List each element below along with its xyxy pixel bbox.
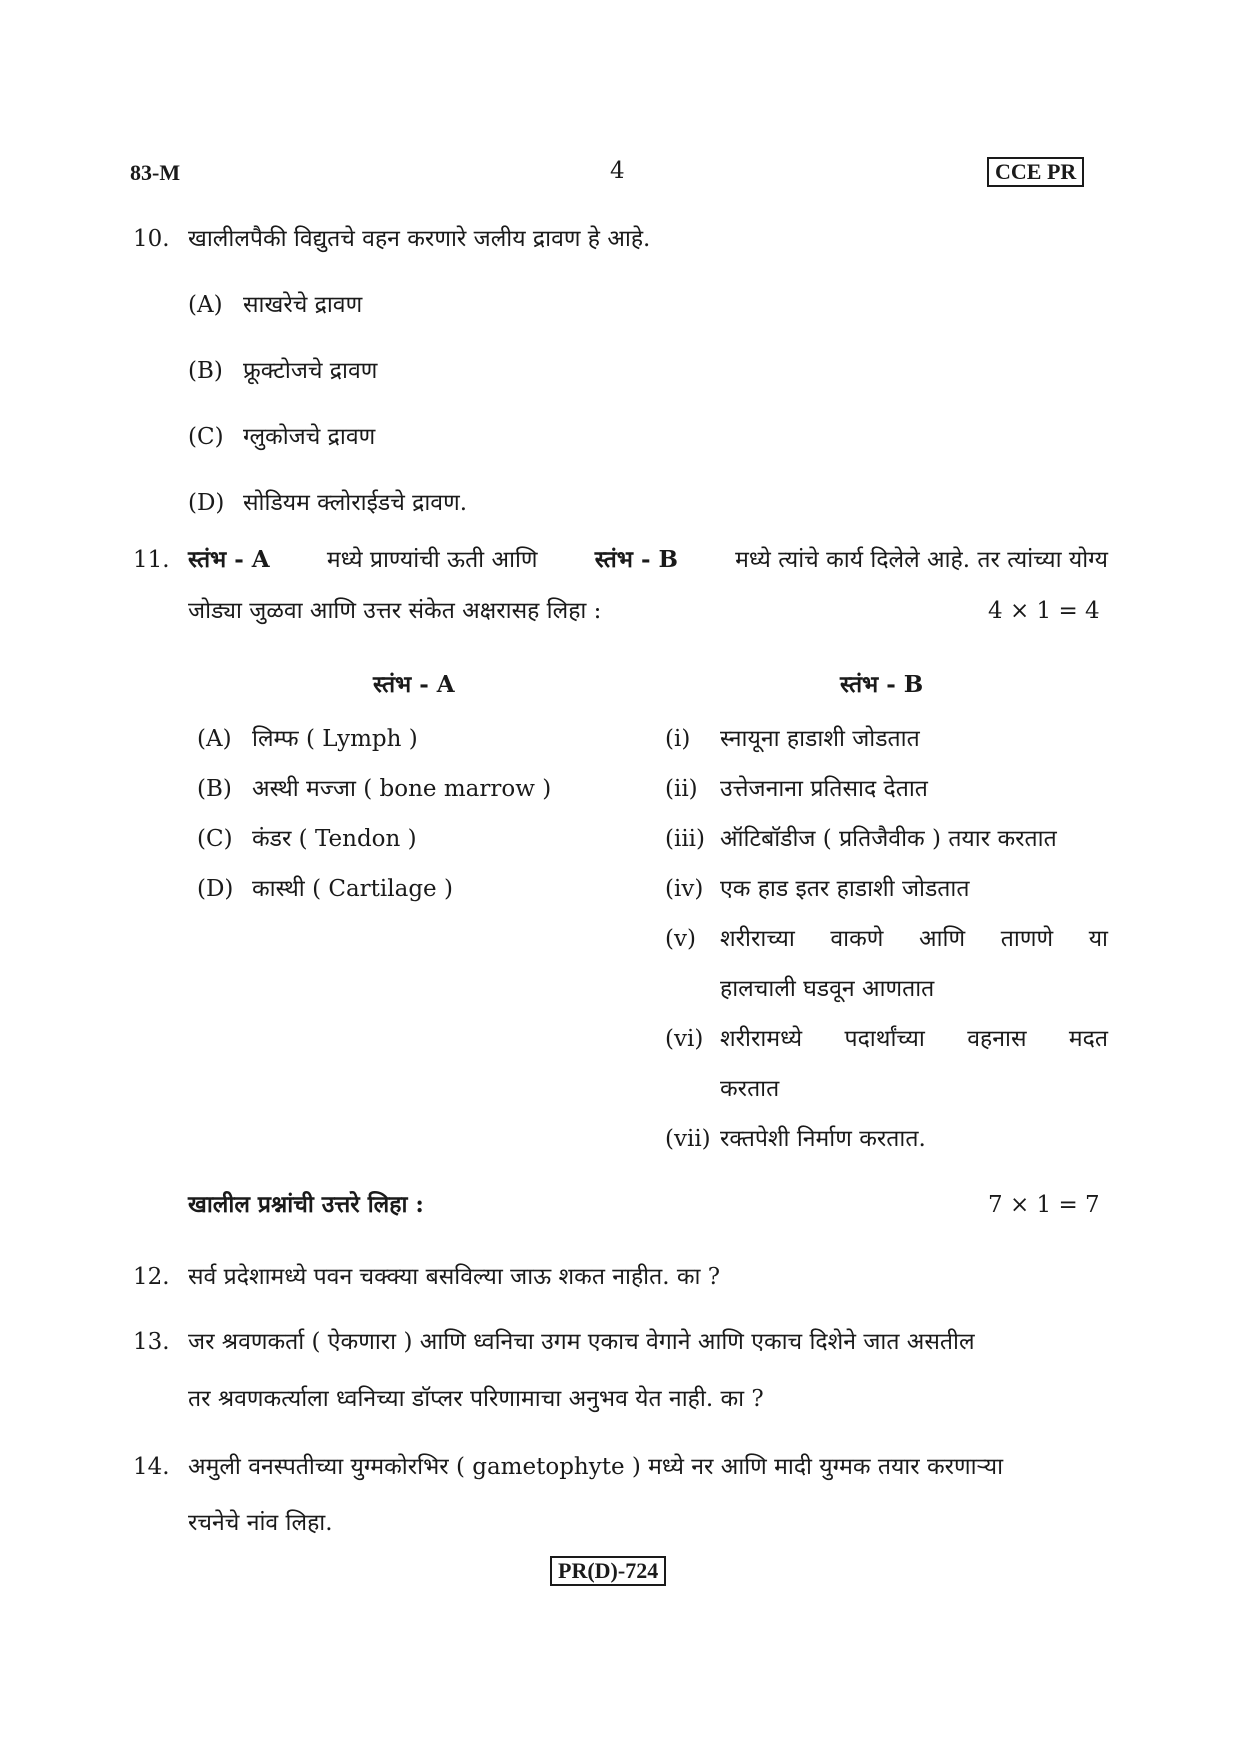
q13-line2: तर श्रवणकर्त्याला ध्वनिच्या डॉप्लर परिणामाचा अनुभव येत नाही. का ?	[188, 1386, 764, 1412]
q10-number: 10.	[133, 226, 170, 252]
q10-option-label: (D)	[188, 490, 225, 516]
column-b-ref: स्तंभ - B	[594, 546, 678, 573]
column-b-item: एक हाड इतर हाडाशी जोडतात	[720, 876, 970, 902]
column-b-item	[720, 1024, 1108, 1054]
q11-marks: 4 × 1 = 4	[988, 598, 1100, 624]
column-b-title: स्तंभ - B	[840, 671, 924, 698]
q10-option-label: (B)	[188, 358, 223, 384]
word: वाकणे	[830, 926, 884, 952]
word: शरीराच्या	[720, 926, 795, 952]
column-b-item: रक्तपेशी निर्माण करतात.	[720, 1126, 926, 1152]
q13-number: 13.	[133, 1329, 170, 1355]
q13-line1: जर श्रवणकर्ता ( ऐकणारा ) आणि ध्वनिचा उगम एकाच वेगाने आणि एकाच दिशेने जात असतील	[188, 1329, 975, 1355]
word: पदार्थांच्या	[844, 1026, 925, 1052]
word: मदत	[1068, 1026, 1108, 1052]
q10-option-label: (C)	[188, 424, 224, 450]
q12-text: सर्व प्रदेशामध्ये पवन चक्क्या बसविल्या जाऊ शकत नाहीत. का ?	[188, 1264, 721, 1290]
paper-code: 83-M	[130, 160, 181, 185]
column-a-title: स्तंभ - A	[373, 671, 455, 698]
column-b-label: (iii)	[665, 826, 706, 852]
column-a-label: (A)	[197, 726, 232, 752]
q10-text: खालीलपैकी विद्युतचे वहन करणारे जलीय द्रावण हे आहे.	[188, 226, 651, 252]
q10-option-text: फ्रूक्टोजचे द्रावण	[243, 358, 378, 384]
column-b-label: (iv)	[665, 876, 704, 902]
q14-line1: अमुली वनस्पतीच्या युग्मकोरभिर ( gametophyte ) मध्ये नर आणि मादी युग्मक तयार करणाऱ्या	[188, 1454, 1004, 1480]
q14-line2: रचनेचे नांव लिहा.	[188, 1510, 333, 1536]
column-a-ref: स्तंभ - A	[188, 546, 270, 573]
q14-number: 14.	[133, 1454, 170, 1480]
column-b-item: स्नायूना हाडाशी जोडतात	[720, 726, 920, 752]
column-b-label: (ii)	[665, 776, 698, 802]
q10-option-text: सोडियम क्लोराईडचे द्रावण.	[243, 490, 468, 516]
column-a-label: (B)	[197, 776, 232, 802]
q11-number: 11.	[133, 547, 170, 573]
q11-line1	[188, 545, 1108, 575]
section-marks: 7 × 1 = 7	[988, 1192, 1100, 1218]
word: आणि	[919, 926, 966, 952]
section-title: खालील प्रश्नांची उत्तरे लिहा :	[188, 1191, 424, 1218]
page-number: 4	[610, 158, 625, 184]
word: ताणणे	[1000, 926, 1054, 952]
column-b-label: (vi)	[665, 1026, 704, 1052]
q11-line2: जोड्या जुळवा आणि उत्तर संकेत अक्षरासह लिहा :	[188, 598, 602, 624]
footer-code: PR(D)-724	[550, 1556, 666, 1586]
column-b-item: उत्तेजनाना प्रतिसाद देतात	[720, 776, 928, 802]
q10-option-label: (A)	[188, 292, 223, 318]
q11-text-part1: मध्ये प्राण्यांची ऊती आणि	[326, 547, 538, 573]
column-b-item: ऑटिबॉडीज ( प्रतिजैवीक ) तयार करतात	[720, 826, 1057, 852]
column-b-label: (vii)	[665, 1126, 711, 1152]
q12-number: 12.	[133, 1264, 170, 1290]
column-a-item: कास्थी ( Cartilage )	[252, 876, 453, 902]
word: वहनास	[967, 1026, 1027, 1052]
q10-option-text: साखरेचे द्रावण	[243, 292, 363, 318]
column-a-item: अस्थी मज्जा ( bone marrow )	[252, 776, 552, 802]
paper-badge: CCE PR	[987, 157, 1084, 187]
column-a-item: लिम्फ ( Lymph )	[252, 726, 418, 752]
column-b-item-continued: करतात	[720, 1076, 780, 1102]
column-b-item-continued: हालचाली घडवून आणतात	[720, 976, 935, 1002]
column-a-label: (D)	[197, 876, 234, 902]
column-b-label: (i)	[665, 726, 691, 752]
column-a-item: कंडर ( Tendon )	[252, 826, 417, 852]
word: या	[1088, 926, 1108, 952]
column-a-label: (C)	[197, 826, 233, 852]
column-b-item	[720, 924, 1108, 954]
q10-option-text: ग्लुकोजचे द्रावण	[243, 424, 376, 450]
column-b-label: (v)	[665, 926, 696, 952]
word: शरीरामध्ये	[720, 1026, 803, 1052]
q11-text-part2: मध्ये त्यांचे कार्य दिलेले आहे. तर त्यांच्या योग्य	[735, 547, 1108, 573]
